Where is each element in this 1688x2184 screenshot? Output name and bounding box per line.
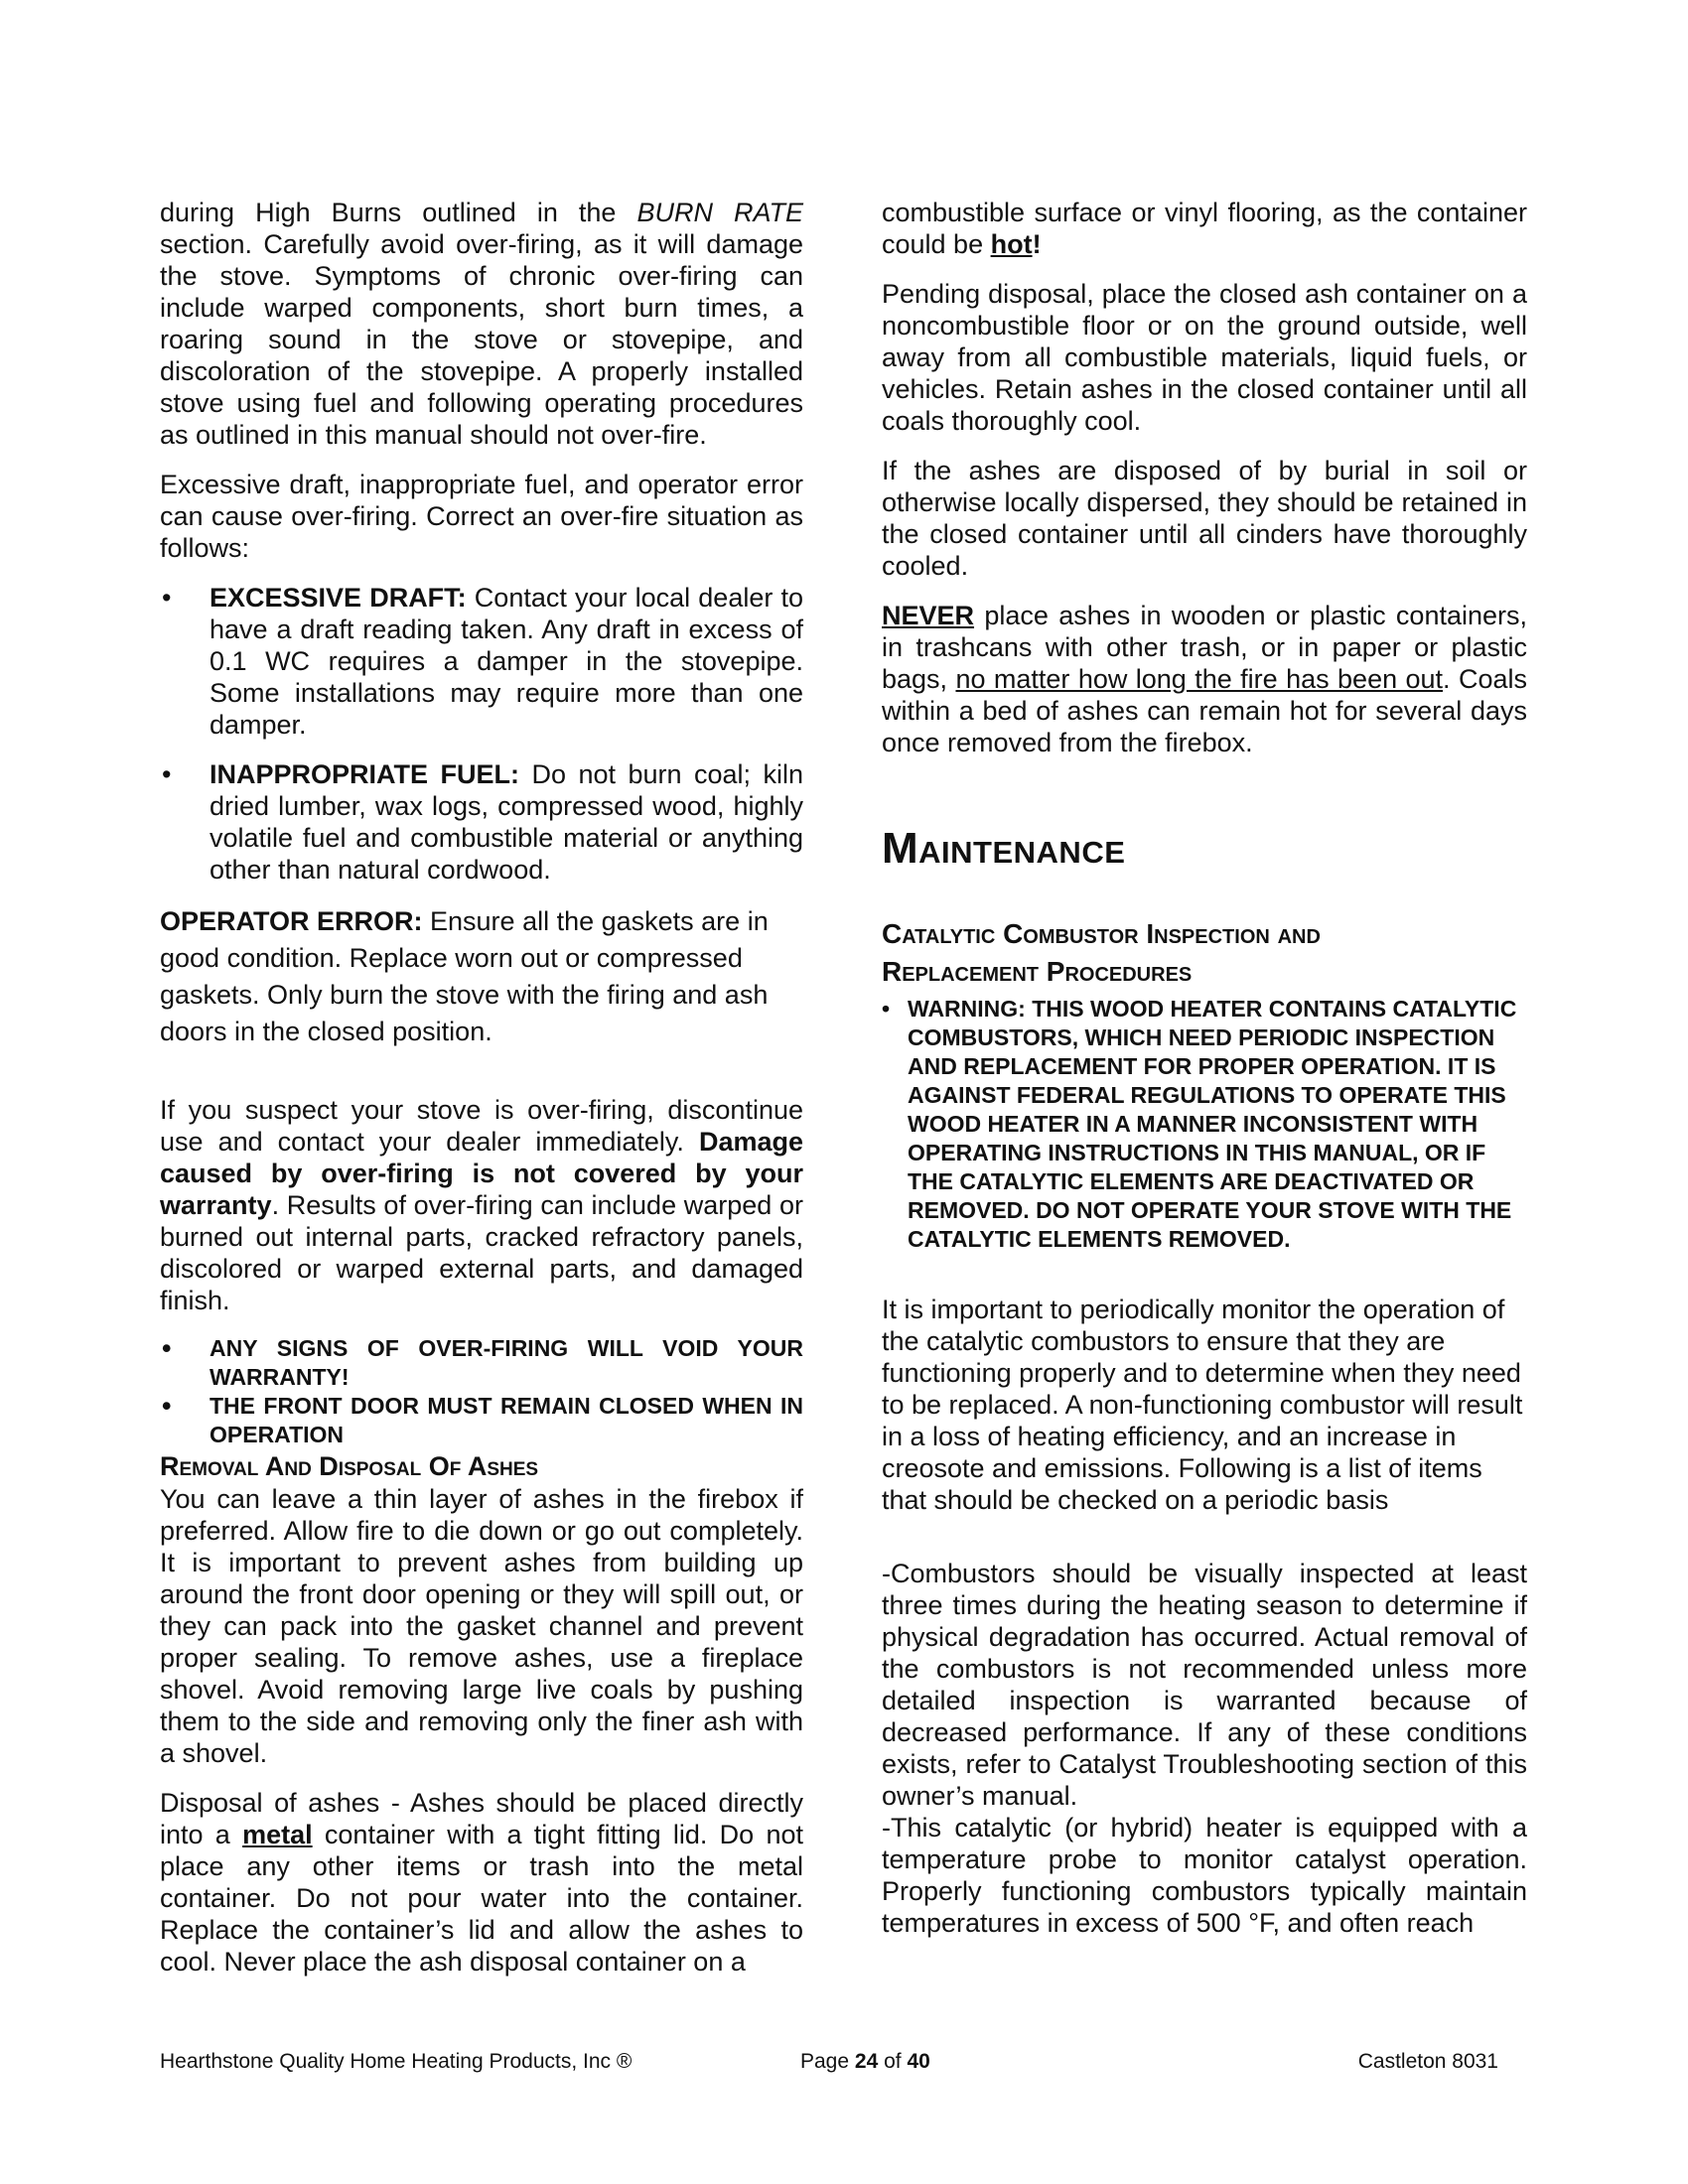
bullet-icon: • — [162, 1333, 172, 1363]
temperature-probe-paragraph: -This catalytic (or hybrid) heater is equipped with a temperature probe to monitor catalyst operation. Properly functioning combustors typically maintain temperatures in excess of 500 °F, and often reach — [882, 1813, 1527, 1938]
visual-inspection-paragraph: -Combustors should be visually inspected at least three times during the heating season to determine if physical degradation has occurred. Actual removal of the combustors is not recommended unless more detailed inspection is warranted because of decreased performance. If any of these conditions exists, refer to Catalyst Troubleshooting section of this owner’s manual. — [882, 1559, 1527, 1811]
list-item: • ANY SIGNS OF OVER-FIRING WILL VOID YOUR WARRANTY! — [162, 1333, 803, 1390]
bullet-icon: • — [162, 583, 172, 613]
bullet-icon: • — [882, 996, 891, 1022]
footer-model: Castleton 8031 — [1357, 2050, 1498, 2073]
list-item: • INAPPROPRIATE FUEL: Do not burn coal; kiln dried lumber, wax logs, compressed wood, highly volatile fuel and combustible material or anything other than natural cordwood. — [162, 759, 803, 885]
ash-removal-paragraph: You can leave a thin layer of ashes in the firebox if preferred. Allow fire to die down or go out completely. It is important to prevent ashes from building up around the front door opening or they will spill out, or they can pack into the gasket channel and prevent proper sealing. To remove ashes, use a fireplace shovel. Avoid removing large live coals by pushing them to the side and removing only the finer ash with a shovel. — [160, 1484, 803, 1768]
bullet-icon: • — [162, 759, 172, 789]
overfire-causes-paragraph: Excessive draft, inappropriate fuel, and operator error can cause over-firing. Correct an over-fire situation as follows: — [160, 470, 803, 563]
maintenance-heading: Maintenance — [882, 824, 1126, 873]
bullet-icon: • — [162, 1391, 172, 1421]
never-paragraph: NEVER place ashes in wooden or plastic containers, in trashcans with other trash, or in paper or plastic bags, no matter how long the fire has been out. Coals within a bed of ashes can remain hot for several days once removed from the firebox. — [882, 601, 1527, 757]
overfire-intro-paragraph: during High Burns outlined in the BURN RATE section. Carefully avoid over-firing, as it will damage the stove. Symptoms of chronic over-firing can include warped components, short burn times, a roaring sound in the stove or stovepipe, and discoloration of the stovepipe. A properly installed stove using fuel and following operating procedures as outlined in this manual should not over-fire. — [160, 198, 803, 450]
burial-paragraph: If the ashes are disposed of by burial in soil or otherwise locally dispersed, they should be retained in the closed container until all cinders have thoroughly cooled. — [882, 456, 1527, 581]
catalytic-warning-list — [882, 995, 1527, 1254]
right-column — [882, 197, 1527, 1957]
container-hot-paragraph: combustible surface or vinyl flooring, as the container could be hot! — [882, 198, 1527, 259]
footer-page-number: Page 24 of 40 — [800, 2050, 930, 2073]
list-item: • WARNING: THIS WOOD HEATER CONTAINS CATALYTIC COMBUSTORS, WHICH NEED PERIODIC INSPECTION AND REPLACEMENT FOR PROPER OPERATION. IT IS AGAINST FEDERAL REGULATIONS TO OPERATE THIS WOOD HEATER IN A MANNER INCONSISTENT WITH OPERATING INSTRUCTIONS IN THIS MANUAL, OR IF THE CATALYTIC ELEMENTS ARE DEACTIVATED OR REMOVED. DO NOT OPERATE YOUR STOVE WITH THE CATALYTIC ELEMENTS REMOVED. — [882, 996, 1517, 1252]
monitor-paragraph: It is important to periodically monitor the operation of the catalytic combustors to ensure that they are functioning properly and to determine when they need to be replaced. A non-functioning combustor will result in a loss of heating efficiency, and an increase in creosote and emissions. Following is a list of items that should be checked on a periodic basis — [882, 1295, 1523, 1515]
catalytic-heading: Catalytic Combustor Inspection and Replacement Procedures — [882, 918, 1321, 987]
pending-disposal-paragraph: Pending disposal, place the closed ash container on a noncombustible floor or on the ground outside, well away from all combustible materials, liquid fuels, or vehicles. Retain ashes in the closed container until all coals thoroughly cool. — [882, 279, 1527, 436]
list-item: • EXCESSIVE DRAFT: Contact your local dealer to have a draft reading taken. Any draft in excess of 0.1 WC requires a damper in the stovepipe. Some installations may require more than one damper. — [162, 583, 803, 740]
overfire-warranty-paragraph: If you suspect your stove is over-firing, discontinue use and contact your dealer immediately. Damage caused by over-firing is not covered by your warranty. Results of over-firing can include warped or burned out internal parts, cracked refractory panels, discolored or warped external parts, and damaged finish. — [160, 1095, 803, 1315]
ash-disposal-paragraph: Disposal of ashes - Ashes should be placed directly into a metal container with a tight fitting lid. Do not place any other items or trash into the metal container. Do not pour water into the container. Replace the container’s lid and allow the ashes to cool. Never place the ash disposal container on a — [160, 1788, 803, 1977]
footer-company: Hearthstone Quality Home Heating Products, Inc ® — [160, 2050, 633, 2073]
operator-error-paragraph: OPERATOR ERROR: Ensure all the gaskets are in good condition. Replace worn out or compressed gaskets. Only burn the stove with the firing and ash doors in the closed position. — [160, 906, 769, 1046]
list-item: • THE FRONT DOOR MUST REMAIN CLOSED WHEN IN OPERATION — [162, 1391, 803, 1447]
removal-disposal-heading: Removal And Disposal Of Ashes — [160, 1451, 539, 1481]
left-column — [160, 197, 803, 1995]
warranty-warning-list — [160, 1334, 803, 1449]
overfire-causes-list — [160, 582, 803, 886]
